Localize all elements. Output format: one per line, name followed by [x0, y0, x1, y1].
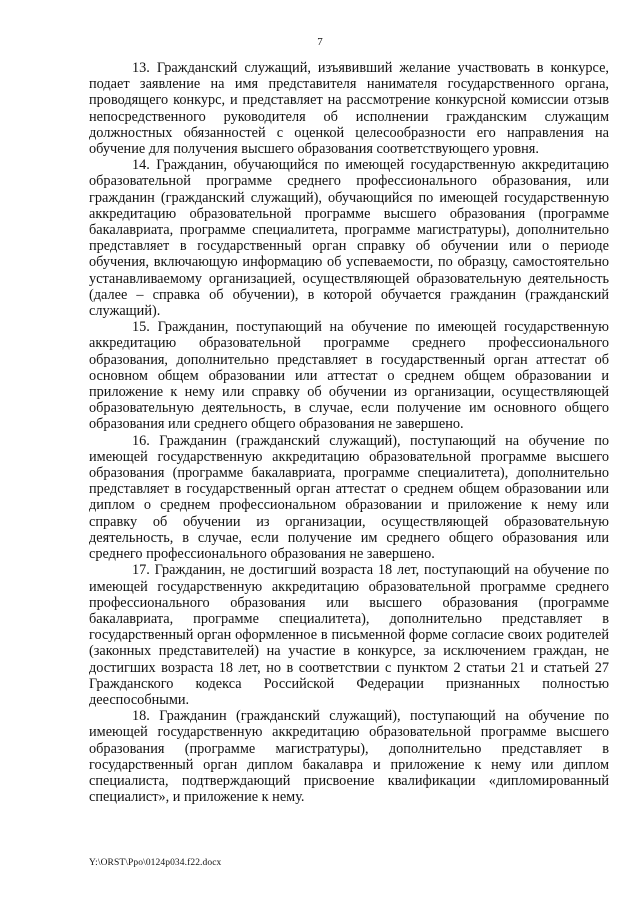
paragraph-16: 16. Гражданин (гражданский служащий), поступающий на обучение по имеющей государственную аккредитацию образовательной программе высшего образования (программе бакалавриата, программе специалитета), дополнительно представляет в государственный орган аттестат о среднем общем образовании или диплом о среднем профессиональном образовании и приложение к нему или справку об обучении из организации, осуществляющей образовательную деятельность, в случае, если получение им среднего общего образования или среднего профессионального образования не завершено.	[89, 432, 609, 563]
paragraph-13: 13. Гражданский служащий, изъявивший желание участвовать в конкурсе, подает заявление на имя представителя нанимателя государственного органа, проводящего конкурс, и представляет на рассмотрение конкурсной комиссии отзыв непосредственного руководителя об исполнении гражданским служащим должностных обязанностей с оценкой целесообразности его направления на обучение для получения высшего образования соответствующего уровня.	[89, 60, 609, 158]
footer-file-path: Y:\ORST\Ppo\0124p034.f22.docx	[89, 858, 222, 868]
paragraph-18: 18. Гражданин (гражданский служащий), поступающий на обучение по имеющей государственную аккредитацию образовательной программе высшего образования (программе магистратуры), дополнительно представляет в государственный орган диплом бакалавра и приложение к нему или диплом специалиста, подтверждающий присвоение квалификации «дипломированный специалист», и приложение к нему.	[89, 708, 609, 806]
paragraph-14: 14. Гражданин, обучающийся по имеющей государственную аккредитацию образовательной программе среднего профессионального образования, или гражданин (гражданский служащий), обучающийся по имеющей государственную аккредитацию образовательной программе высшего образования (программе бакалавриата, программе специалитета, программе магистратуры), дополнительно представляет в государственный орган справку об обучении или о периоде обучения, включающую информацию об успеваемости, по образцу, самостоятельно устанавливаемому организацией, осуществляющей образовательную деятельность (далее – справка об обучении), в которой обучается гражданин (гражданский служащий).	[89, 157, 609, 320]
paragraph-17: 17. Гражданин, не достигший возраста 18 лет, поступающий на обучение по имеющей государственную аккредитацию образовательной программе среднего профессионального образования или высшего образования (программе бакалавриата, программе специалитета), дополнительно представляет в государственный орган оформленное в письменной форме согласие своих родителей (законных представителей) на участие в конкурсе, за исключением граждан, не достигших возраста 18 лет, но в соответствии с пунктом 2 статьи 21 и статьей 27 Гражданского кодекса Российской Федерации признанных полностью дееспособными.	[89, 562, 609, 708]
document-body	[89, 60, 609, 805]
page-number: 7	[317, 36, 323, 48]
paragraph-15: 15. Гражданин, поступающий на обучение по имеющей государственную аккредитацию образовательной программе среднего профессионального образования, дополнительно представляет в государственный орган аттестат об основном общем образовании или аттестат о среднем общем образовании и приложение к нему или справку об обучении из организации, осуществляющей образовательную деятельность, в случае, если получение им основного общего образования или среднего общего образования не завершено.	[89, 319, 609, 433]
